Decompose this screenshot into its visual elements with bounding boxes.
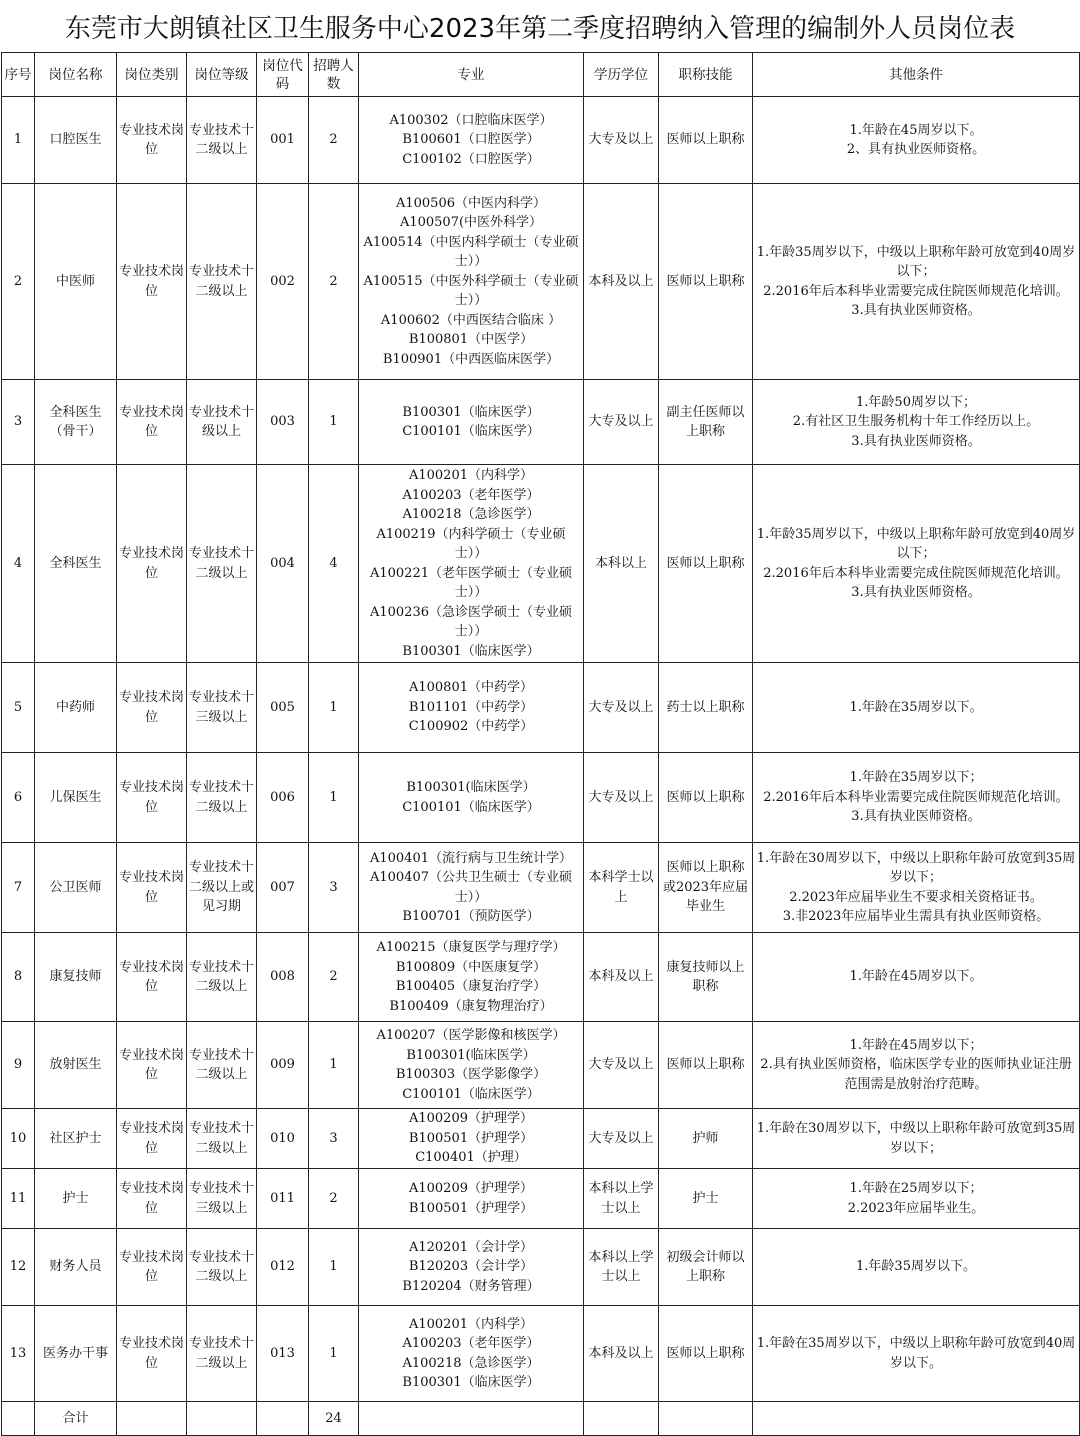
cell-title: 医师以上职称	[659, 1022, 753, 1109]
cell-edu: 本科及以上	[584, 933, 659, 1022]
header-cond: 其他条件	[753, 53, 1080, 97]
cell-count: 2	[309, 1169, 359, 1229]
cell-grade: 专业技术十二级以上	[187, 933, 257, 1022]
table-row	[2, 1306, 1080, 1402]
cell-cond: 1.年龄在45周岁以下。 2、具有执业医师资格。	[753, 97, 1080, 184]
cell-major: B100301（临床医学） C100101（临床医学）	[359, 380, 584, 465]
cell-code: 013	[257, 1306, 309, 1402]
cell-type: 专业技术岗位	[117, 184, 187, 380]
cell-type: 专业技术岗位	[117, 97, 187, 184]
cell-name: 全科医生	[35, 465, 117, 663]
cell-title: 医师以上职称或2023年应届毕业生	[659, 843, 753, 933]
cell-name: 中药师	[35, 663, 117, 753]
table-row	[2, 184, 1080, 380]
cell-major: A100207（医学影像和核医学） B100301(临床医学） B100303（医学影像学） C100101（临床医学）	[359, 1022, 584, 1109]
table-row	[2, 1022, 1080, 1109]
cell-seq: 7	[2, 843, 35, 933]
cell-major: A100302（口腔临床医学） B100601（口腔医学） C100102（口腔医学）	[359, 97, 584, 184]
cell-grade: 专业技术十二级以上	[187, 1109, 257, 1169]
table-row	[2, 753, 1080, 843]
cell-grade: 专业技术十二级以上	[187, 1306, 257, 1402]
cell-grade: 专业技术十二级以上	[187, 753, 257, 843]
header-type: 岗位类别	[117, 53, 187, 97]
cell-seq: 10	[2, 1109, 35, 1169]
cell-cond: 1.年龄50周岁以下； 2.有社区卫生服务机构十年工作经历以上。 3.具有执业医师资格。	[753, 380, 1080, 465]
cell-major: A100506（中医内科学） A100507(中医外科学） A100514（中医内科学硕士（专业硕士）） A100515（中医外科学硕士（专业硕士）） A100602（中西医结合临床 ） B100801（中医学） B100901（中西医临床医学）	[359, 184, 584, 380]
cell-edu: 大专及以上	[584, 1022, 659, 1109]
header-major: 专业	[359, 53, 584, 97]
cell-major: A100201（内科学） A100203（老年医学） A100218（急诊医学） B100301（临床医学）	[359, 1306, 584, 1402]
table-row	[2, 843, 1080, 933]
cell-edu: 大专及以上	[584, 753, 659, 843]
cell-grade: 专业技术十二级以上	[187, 1022, 257, 1109]
cell-edu: 本科学士以上	[584, 843, 659, 933]
cell-seq: 8	[2, 933, 35, 1022]
cell-type: 专业技术岗位	[117, 1022, 187, 1109]
cell-edu: 大专及以上	[584, 97, 659, 184]
cell-type: 专业技术岗位	[117, 1109, 187, 1169]
cell-edu: 本科及以上	[584, 184, 659, 380]
cell-name: 社区护士	[35, 1109, 117, 1169]
cell-name: 儿保医生	[35, 753, 117, 843]
cell-title: 医师以上职称	[659, 753, 753, 843]
cell-name: 康复技师	[35, 933, 117, 1022]
table-row	[2, 97, 1080, 184]
cell-name: 护士	[35, 1169, 117, 1229]
cell-count: 2	[309, 184, 359, 380]
cell-edu: 本科及以上	[584, 1306, 659, 1402]
cell-type: 专业技术岗位	[117, 753, 187, 843]
table-row	[2, 663, 1080, 753]
cell-count: 2	[309, 933, 359, 1022]
cell-seq: 6	[2, 753, 35, 843]
table-row	[2, 465, 1080, 663]
cell-title: 药士以上职称	[659, 663, 753, 753]
cell-seq: 11	[2, 1169, 35, 1229]
cell-code: 001	[257, 97, 309, 184]
cell-cond: 1.年龄在30周岁以下，中级以上职称年龄可放宽到35周岁以下；	[753, 1109, 1080, 1169]
cell-grade: 专业技术十级以上	[187, 380, 257, 465]
cell-major: B100301(临床医学） C100101（临床医学）	[359, 753, 584, 843]
header-count: 招聘人数	[309, 53, 359, 97]
header-grade: 岗位等级	[187, 53, 257, 97]
cell-code: 012	[257, 1229, 309, 1306]
cell-edu: 大专及以上	[584, 1109, 659, 1169]
cell-name: 中医师	[35, 184, 117, 380]
header-name: 岗位名称	[35, 53, 117, 97]
cell-name: 全科医生（骨干）	[35, 380, 117, 465]
cell-cond: 1.年龄在35周岁以下。	[753, 663, 1080, 753]
cell-grade: 专业技术十二级以上或见习期	[187, 843, 257, 933]
page-title: 东莞市大朗镇社区卫生服务中心2023年第二季度招聘纳入管理的编制外人员岗位表	[64, 13, 1016, 44]
cell-seq: 12	[2, 1229, 35, 1306]
cell-type: 专业技术岗位	[117, 380, 187, 465]
cell-seq: 3	[2, 380, 35, 465]
cell-seq: 4	[2, 465, 35, 663]
cell-major: A120201（会计学） B120203（会计学） B120204（财务管理）	[359, 1229, 584, 1306]
cell-title: 医师以上职称	[659, 97, 753, 184]
cell-title: 康复技师以上职称	[659, 933, 753, 1022]
table-row	[2, 933, 1080, 1022]
cell-title: 副主任医师以上职称	[659, 380, 753, 465]
cell-seq: 9	[2, 1022, 35, 1109]
cell-title: 医师以上职称	[659, 465, 753, 663]
cell-code: 004	[257, 465, 309, 663]
cell-code: 008	[257, 933, 309, 1022]
cell-cond: 1.年龄在35周岁以下； 2.2016年后本科毕业需要完成住院医师规范化培训。 3.具有执业医师资格。	[753, 753, 1080, 843]
cell-type: 专业技术岗位	[117, 663, 187, 753]
cell-seq: 13	[2, 1306, 35, 1402]
cell-major: A100209（护理学） B100501（护理学） C100401（护理）	[359, 1109, 584, 1169]
cell-grade: 专业技术十二级以上	[187, 184, 257, 380]
table-row	[2, 1169, 1080, 1229]
cell-seq: 1	[2, 97, 35, 184]
table-row	[2, 1109, 1080, 1169]
cell-type: 专业技术岗位	[117, 933, 187, 1022]
cell-code: 011	[257, 1169, 309, 1229]
cell-cond: 1.年龄在35周岁以下，中级以上职称年龄可放宽到40周岁以下。	[753, 1306, 1080, 1402]
cell-type: 专业技术岗位	[117, 843, 187, 933]
total-row	[2, 1402, 1080, 1436]
cell-edu: 大专及以上	[584, 663, 659, 753]
cell-count: 2	[309, 97, 359, 184]
cell-name: 财务人员	[35, 1229, 117, 1306]
cell-code: 010	[257, 1109, 309, 1169]
table-row	[2, 380, 1080, 465]
cell-count: 1	[309, 380, 359, 465]
cell-count: 1	[309, 1229, 359, 1306]
cell-cond: 1.年龄在30周岁以下，中级以上职称年龄可放宽到35周岁以下； 2.2023年应届毕业生不要求相关资格证书。 3.非2023年应届毕业生需具有执业医师资格。	[753, 843, 1080, 933]
cell-name: 放射医生	[35, 1022, 117, 1109]
cell-title: 初级会计师以上职称	[659, 1229, 753, 1306]
cell-grade: 专业技术十二级以上	[187, 97, 257, 184]
cell-type: 专业技术岗位	[117, 1229, 187, 1306]
cell-cond: 1.年龄在45周岁以下； 2.具有执业医师资格，临床医学专业的医师执业证注册范围需是放射治疗范畴。	[753, 1022, 1080, 1109]
cell-count: 1	[309, 1306, 359, 1402]
cell-title: 护师	[659, 1109, 753, 1169]
header-seq: 序号	[2, 53, 35, 97]
cell-code: 002	[257, 184, 309, 380]
cell-code: 003	[257, 380, 309, 465]
total-count: 24	[309, 1402, 359, 1436]
cell-edu: 大专及以上	[584, 380, 659, 465]
positions-table	[1, 52, 1080, 1436]
cell-name: 医务办干事	[35, 1306, 117, 1402]
cell-title: 护士	[659, 1169, 753, 1229]
cell-count: 3	[309, 1109, 359, 1169]
cell-cond: 1.年龄35周岁以下，中级以上职称年龄可放宽到40周岁以下； 2.2016年后本科毕业需要完成住院医师规范化培训。 3.具有执业医师资格。	[753, 465, 1080, 663]
cell-edu: 本科以上学士以上	[584, 1169, 659, 1229]
cell-grade: 专业技术十二级以上	[187, 465, 257, 663]
header-row	[2, 53, 1080, 97]
cell-major: A100209（护理学） B100501（护理学）	[359, 1169, 584, 1229]
cell-edu: 本科以上	[584, 465, 659, 663]
cell-code: 009	[257, 1022, 309, 1109]
cell-type: 专业技术岗位	[117, 1169, 187, 1229]
cell-name: 公卫医师	[35, 843, 117, 933]
cell-cond: 1.年龄35周岁以下。	[753, 1229, 1080, 1306]
cell-count: 1	[309, 1022, 359, 1109]
cell-code: 007	[257, 843, 309, 933]
cell-title: 医师以上职称	[659, 1306, 753, 1402]
cell-grade: 专业技术十三级以上	[187, 1169, 257, 1229]
cell-cond: 1.年龄在25周岁以下； 2.2023年应届毕业生。	[753, 1169, 1080, 1229]
header-edu: 学历学位	[584, 53, 659, 97]
cell-cond: 1.年龄35周岁以下，中级以上职称年龄可放宽到40周岁以下； 2.2016年后本科毕业需要完成住院医师规范化培训。 3.具有执业医师资格。	[753, 184, 1080, 380]
cell-grade: 专业技术十三级以上	[187, 663, 257, 753]
cell-major: A100401（流行病与卫生统计学） A100407（公共卫生硕士（专业硕士）） B100701（预防医学）	[359, 843, 584, 933]
cell-count: 1	[309, 663, 359, 753]
cell-seq: 5	[2, 663, 35, 753]
cell-major: A100201（内科学） A100203（老年医学） A100218（急诊医学） A100219（内科学硕士（专业硕士）） A100221（老年医学硕士（专业硕士）） A100236（急诊医学硕士（专业硕士）） B100301（临床医学）	[359, 465, 584, 663]
cell-name: 口腔医生	[35, 97, 117, 184]
cell-grade: 专业技术十二级以上	[187, 1229, 257, 1306]
table-row	[2, 1229, 1080, 1306]
cell-type: 专业技术岗位	[117, 465, 187, 663]
cell-count: 1	[309, 753, 359, 843]
total-label: 合计	[35, 1402, 117, 1436]
header-title: 职称技能	[659, 53, 753, 97]
cell-code: 006	[257, 753, 309, 843]
cell-count: 4	[309, 465, 359, 663]
cell-major: A100215（康复医学与理疗学） B100809（中医康复学） B100405（康复治疗学） B100409（康复物理治疗）	[359, 933, 584, 1022]
cell-edu: 本科以上学士以上	[584, 1229, 659, 1306]
cell-cond: 1.年龄在45周岁以下。	[753, 933, 1080, 1022]
cell-type: 专业技术岗位	[117, 1306, 187, 1402]
cell-seq: 2	[2, 184, 35, 380]
header-code: 岗位代码	[257, 53, 309, 97]
cell-count: 3	[309, 843, 359, 933]
cell-title: 医师以上职称	[659, 184, 753, 380]
cell-code: 005	[257, 663, 309, 753]
cell-major: A100801（中药学） B101101（中药学） C100902（中药学）	[359, 663, 584, 753]
